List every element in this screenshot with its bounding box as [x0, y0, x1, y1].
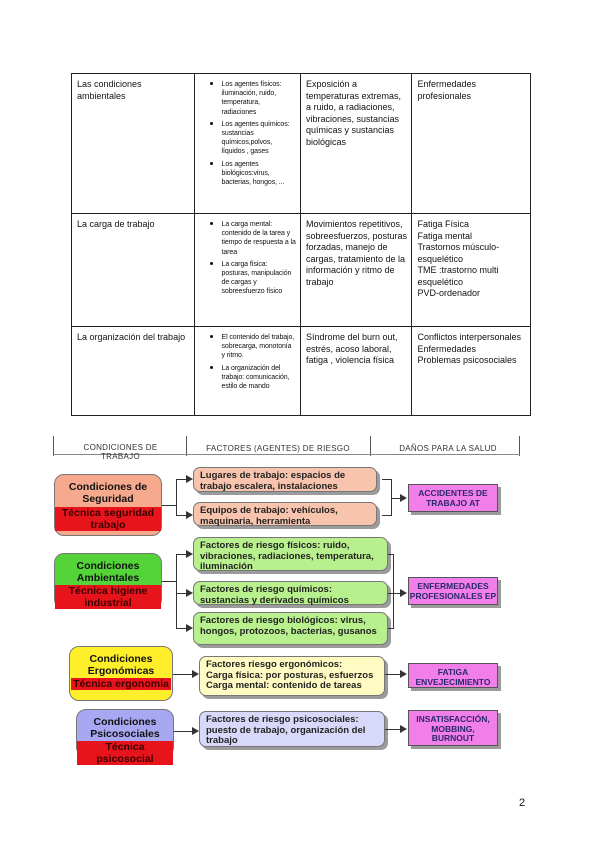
damage-accidentes: ACCIDENTES DE TRABAJO AT [408, 484, 498, 512]
arrow-icon [400, 725, 407, 733]
condition-psicosociales [76, 709, 174, 765]
agent-item: • El contenido del trabajo, sobrecarga, monotonía y ritmo. [222, 332, 296, 361]
exposure-cell: Síndrome del burn out, estrés, acoso laboral, fatiga , violencia física [300, 327, 411, 416]
condition-ergonomicas [69, 646, 173, 701]
header-damages: DAÑOS PARA LA SALUD [399, 444, 497, 453]
connector [162, 505, 176, 506]
connector [174, 731, 193, 732]
arrow-icon [186, 475, 193, 483]
header-underline [186, 454, 370, 455]
technique-tag: Técnica ergonomía [73, 678, 169, 690]
effects-cell: Fatiga Física Fatiga mental Trastornos músculo-esquelético TME :trastorno multi esquelético PVD-ordenador [412, 214, 531, 327]
table-row [72, 214, 531, 327]
agent-item: • Los agentes físicos: iluminación, ruido, temperatura, radiaciones [222, 79, 296, 117]
table-row [72, 74, 531, 214]
connector [162, 581, 176, 582]
effects-cell: Conflictos interpersonales Enfermedades Problemas psicosociales [412, 327, 531, 416]
factor-quimicos: Factores de riesgo químicos: sustancias y derivados químicos [193, 581, 388, 605]
connector [382, 515, 391, 516]
header-divider [53, 436, 54, 456]
header-divider [370, 436, 371, 456]
connector [385, 674, 401, 675]
connector [388, 628, 393, 629]
connector [382, 479, 391, 480]
agent-item: • La carga física: posturas, manipulación de cargas y sobreesfuerzo físico [222, 259, 296, 297]
agents-cell [194, 327, 300, 416]
header-underline [370, 454, 520, 455]
connector [176, 479, 177, 516]
arrow-icon [400, 670, 407, 678]
condition-cell: La carga de trabajo [72, 214, 195, 327]
condition-cell: La organización del trabajo [72, 327, 195, 416]
header-divider [519, 436, 520, 456]
exposure-cell: Exposición a temperaturas extremas, a ruido, a radiaciones, vibraciones, sustancias químicas y sustancias biológicas [300, 74, 411, 214]
arrow-icon [192, 727, 199, 735]
technique-tag: Técnica seguridad trabajo [55, 507, 161, 531]
risk-diagram [53, 436, 522, 765]
agent-item: • La carga mental: contenido de la tarea y tiempo de respuesta a la tarea [222, 219, 296, 257]
condition-title: Condiciones Ambientales [76, 560, 140, 584]
condition-title: Condiciones de Seguridad [68, 481, 148, 505]
agents-cell [194, 74, 300, 214]
factor-lugares-trabajo: Lugares de trabajo: espacios de trabajo escalera, instalaciones [193, 467, 377, 492]
header-factors: FACTORES (AGENTES) DE RIESGO [206, 444, 350, 453]
condition-ambientales [54, 553, 162, 609]
page-number: 2 [519, 797, 526, 809]
condition-title: Condiciones Psicosociales [90, 716, 160, 740]
arrow-icon [400, 494, 407, 502]
agent-item: • Los agentes químicos: sustancias químicos,polvos, líquidos , gases [222, 119, 296, 157]
header-divider [186, 436, 187, 456]
exposure-cell: Movimientos repetitivos, sobreesfuerzos, posturas forzadas, manejo de cargas, tratamiento de la información y ritmo de trabajo [300, 214, 411, 327]
connector [385, 729, 401, 730]
risk-conditions-table [71, 73, 531, 416]
arrow-icon [192, 670, 199, 678]
damage-enfermedades: ENFERMEDADES PROFESIONALES EP [408, 577, 498, 605]
connector [393, 554, 394, 629]
condition-cell: Las condiciones ambientales [72, 74, 195, 214]
factor-equipos-trabajo: Equipos de trabajo: vehículos, maquinaria, herramienta [193, 502, 377, 526]
factor-biologicos: Factores de riesgo biológicos: virus, hongos, protozoos, bacterias, gusanos [193, 612, 388, 645]
agent-item: • La organización del trabajo: comunicación, estilo de mando [222, 363, 296, 392]
agents-cell [194, 214, 300, 327]
connector [176, 554, 177, 629]
header-conditions: CONDICIONES DE TRABAJO [83, 443, 158, 461]
damage-fatiga: FATIGA ENVEJECIMIENTO [408, 663, 498, 688]
effects-cell: Enfermedades profesionales [412, 74, 531, 214]
condition-seguridad [54, 474, 162, 536]
factor-fisicos: Factores de riesgo físicos: ruido, vibraciones, radiaciones, temperatura, iluminación [193, 537, 388, 571]
agent-item: • Los agentes biológicos:virus, bacterias, hongos, ... [222, 159, 296, 188]
factor-body: Carga física: por posturas, esfuerzos Carga mental: contenido de tareas [206, 669, 374, 691]
factor-psicosociales: Factores de riesgo psicosociales: puesto de trabajo, organización del trabajo [199, 711, 385, 747]
technique-tag: Técnica higiene industrial [55, 585, 161, 609]
table-row [72, 327, 531, 416]
technique-tag: Técnica psicosocial [77, 741, 173, 765]
condition-title: Condiciones Ergonómicas [87, 653, 155, 677]
arrow-icon [400, 589, 407, 597]
arrow-icon [186, 624, 193, 632]
connector [388, 554, 393, 555]
arrow-icon [186, 550, 193, 558]
arrow-icon [186, 511, 193, 519]
factor-ergonomicos [199, 656, 385, 696]
arrow-icon [186, 589, 193, 597]
factor-title: Factores riesgo ergonómicos: [206, 659, 343, 670]
damage-insatisfaccion: INSATISFACCIÓN, MOBBING, BURNOUT [408, 710, 498, 746]
connector [173, 674, 193, 675]
